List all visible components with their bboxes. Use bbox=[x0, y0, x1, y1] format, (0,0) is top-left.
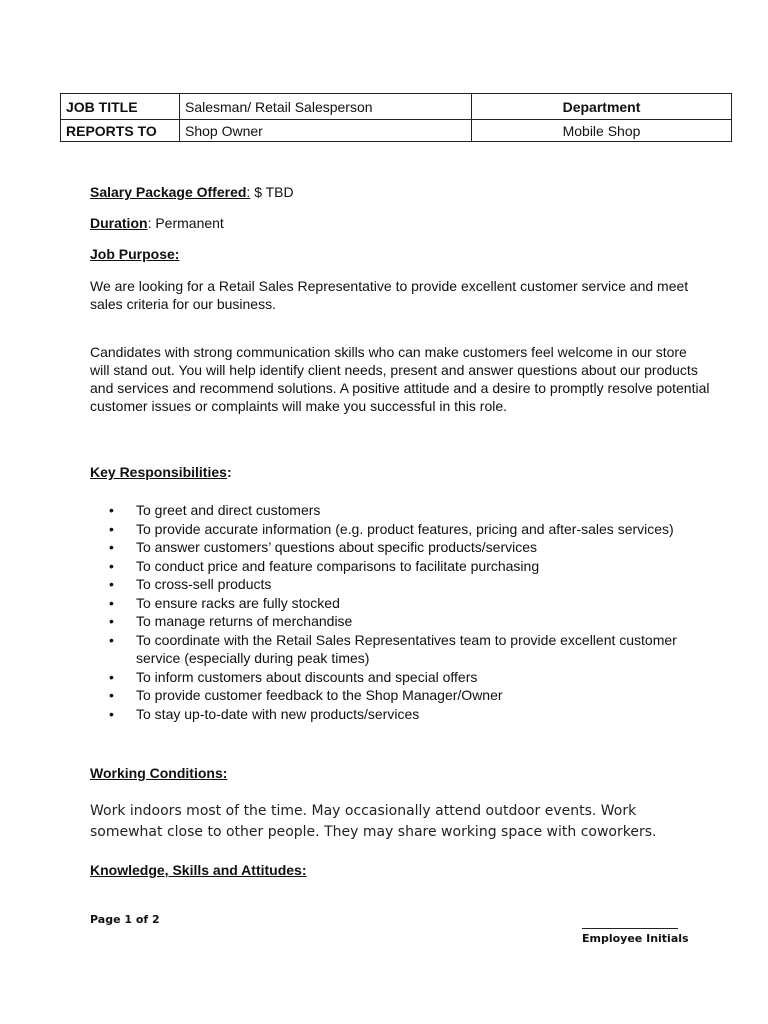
salary-value: $ TBD bbox=[250, 184, 294, 200]
job-header-table bbox=[60, 93, 732, 142]
responsibility-text: To answer customers’ questions about specific products/services bbox=[136, 539, 537, 555]
bullet-icon: • bbox=[109, 594, 114, 611]
header-row-job-title bbox=[61, 94, 732, 120]
list-item bbox=[109, 538, 716, 557]
job-title-value: Salesman/ Retail Salesperson bbox=[180, 94, 472, 120]
employee-initials-label: Employee Initials bbox=[582, 932, 689, 945]
department-value: Mobile Shop bbox=[472, 120, 732, 142]
bullet-icon: • bbox=[109, 557, 114, 574]
key-responsibilities-colon: : bbox=[226, 464, 232, 480]
bullet-icon: • bbox=[109, 631, 114, 648]
bullet-icon: • bbox=[109, 502, 114, 518]
duration-label: Duration bbox=[90, 215, 148, 231]
responsibility-text: To manage returns of merchandise bbox=[136, 613, 353, 629]
bullet-icon: • bbox=[109, 539, 114, 555]
responsibility-text: To greet and direct customers bbox=[136, 502, 321, 518]
list-item bbox=[109, 594, 716, 613]
bullet-icon: • bbox=[109, 668, 114, 685]
header-row-reports-to bbox=[61, 120, 732, 142]
reports-to-label: REPORTS TO bbox=[61, 120, 180, 142]
page-total: 2 bbox=[152, 913, 160, 926]
list-item bbox=[109, 557, 716, 576]
job-purpose-paragraph-2: Candidates with strong communication skills who can make customers feel welcome in our store will stand out. You will help identify client needs, present and answer questions about our products and services and recommend solutions. A positive attitude and a desire to promptly resolve potential customer issues or complaints will make you successful in this role. bbox=[90, 344, 710, 414]
duration-value: : Permanent bbox=[147, 215, 224, 231]
page-current: 1 bbox=[124, 913, 133, 926]
key-responsibilities-heading-line bbox=[90, 464, 232, 481]
bullet-icon: • bbox=[109, 687, 114, 703]
list-item bbox=[109, 631, 716, 668]
bullet-icon: • bbox=[109, 613, 114, 629]
responsibility-text: To stay up-to-date with new products/services bbox=[136, 705, 420, 722]
page-number bbox=[90, 913, 160, 926]
job-title-label: JOB TITLE bbox=[61, 94, 180, 120]
list-item bbox=[109, 668, 716, 687]
responsibilities-list bbox=[90, 501, 716, 723]
job-purpose-heading: Job Purpose: bbox=[90, 246, 180, 262]
bullet-icon: • bbox=[109, 520, 114, 537]
working-conditions-text: Work indoors most of the time. May occasionally attend outdoor events. Work somewhat close to other people. They may share working space with coworkers. bbox=[90, 803, 657, 840]
department-label: Department bbox=[472, 94, 732, 120]
list-item bbox=[109, 686, 716, 705]
list-item bbox=[109, 575, 716, 594]
responsibility-text: To ensure racks are fully stocked bbox=[136, 594, 340, 611]
responsibility-text: To conduct price and feature comparisons to facilitate purchasing bbox=[136, 557, 540, 574]
responsibility-text: To inform customers about discounts and special offers bbox=[136, 668, 478, 685]
page-prefix: Page bbox=[90, 913, 125, 926]
list-item bbox=[109, 520, 716, 539]
responsibility-text: To cross-sell products bbox=[136, 576, 272, 592]
list-item bbox=[109, 612, 716, 631]
responsibility-text: To coordinate with the Retail Sales Representatives team to provide excellent customer service (especially during peak times) bbox=[136, 631, 677, 666]
key-responsibilities-heading: Key Responsibilities bbox=[90, 464, 227, 480]
duration-line bbox=[90, 215, 224, 232]
working-conditions-heading: Working Conditions: bbox=[90, 765, 228, 781]
responsibility-text: To provide customer feedback to the Shop Manager/Owner bbox=[136, 687, 503, 703]
list-item bbox=[109, 501, 716, 520]
salary-separator: : bbox=[246, 184, 251, 200]
bullet-icon: • bbox=[109, 576, 114, 592]
salary-line bbox=[90, 184, 294, 201]
reports-to-value: Shop Owner bbox=[180, 120, 472, 142]
bullet-icon: • bbox=[109, 705, 114, 722]
page-of: of bbox=[132, 913, 153, 926]
salary-label: Salary Package Offered bbox=[90, 184, 247, 200]
list-item bbox=[109, 705, 716, 724]
responsibility-text: To provide accurate information (e.g. product features, pricing and after-sales services) bbox=[136, 520, 674, 537]
job-purpose-paragraph-1: We are looking for a Retail Sales Representative to provide excellent customer service and meet sales criteria for our business. bbox=[90, 278, 689, 312]
knowledge-heading: Knowledge, Skills and Attitudes: bbox=[90, 862, 307, 878]
initials-signature-line bbox=[582, 928, 678, 929]
